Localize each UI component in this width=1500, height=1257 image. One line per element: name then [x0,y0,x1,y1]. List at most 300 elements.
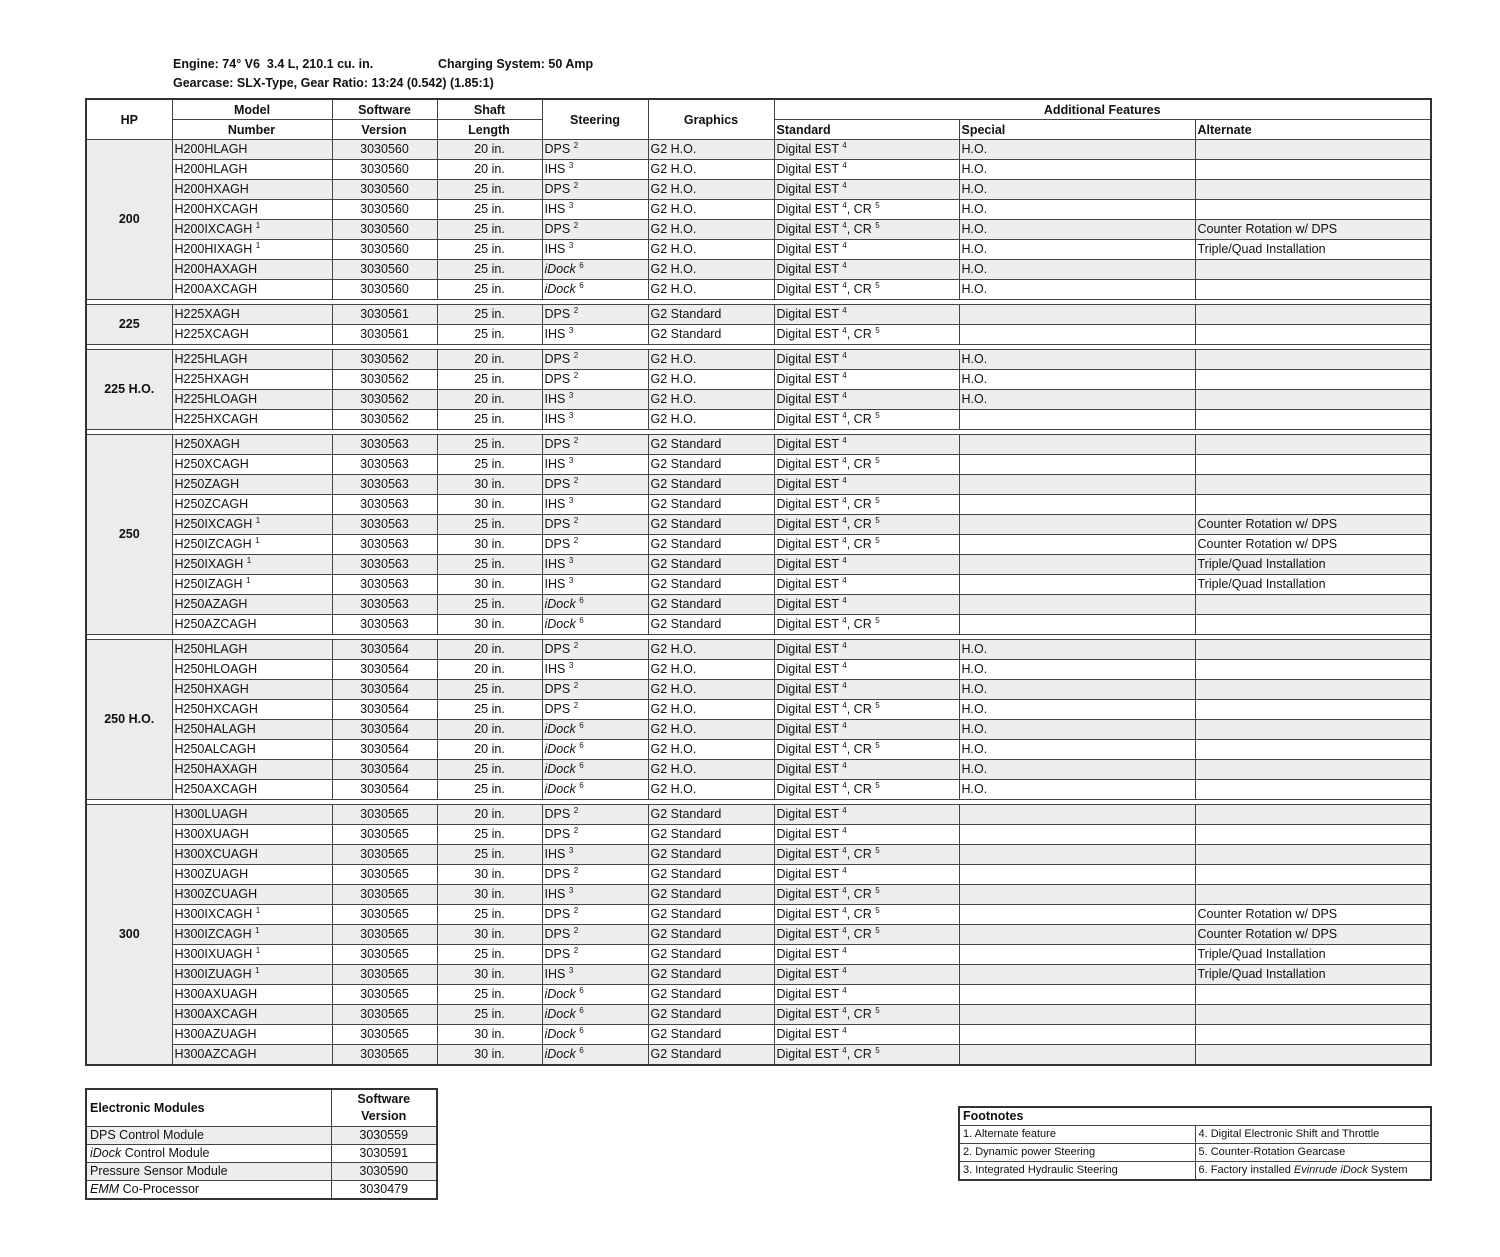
superscript: 2 [573,640,579,650]
table-row [86,260,1431,280]
model-cell [172,1045,332,1066]
software-cell: 3030560 [332,160,437,180]
standard-feature: Digital EST [776,537,839,551]
software-cell: 3030563 [332,615,437,635]
table-row [86,140,1431,160]
standard-feature: Digital EST [776,1047,839,1061]
alternate-cell [1195,680,1431,700]
superscript: 3 [568,200,574,210]
superscript: 5 [875,885,880,895]
superscript: 4 [842,370,847,380]
superscript: 4 [842,515,847,525]
model-cell [172,435,332,455]
counter-rotation-label: , CR [846,702,876,716]
standard-cell [774,140,959,160]
table-row [86,905,1431,925]
model-cell [172,595,332,615]
superscript: 5 [875,325,880,335]
model-number: H300AXCAGH [174,1007,258,1021]
table-row [86,1045,1431,1066]
alternate-cell [1195,845,1431,865]
steering-cell [542,435,648,455]
model-cell [172,780,332,800]
superscript: 6 [579,985,584,995]
software-cell: 3030565 [332,925,437,945]
shaft-cell: 25 in. [437,455,542,475]
graphics-cell: G2 H.O. [648,260,774,280]
superscript: 4 [842,640,847,650]
model-number: H250HXCAGH [174,702,258,716]
steering-cell [542,475,648,495]
superscript: 4 [842,845,847,855]
model-number: H250IZAGH [174,577,243,591]
graphics-cell: G2 H.O. [648,370,774,390]
software-cell: 3030562 [332,390,437,410]
shaft-cell: 20 in. [437,390,542,410]
graphics-cell: G2 H.O. [648,720,774,740]
special-cell: H.O. [959,140,1195,160]
model-number: H250HLAGH [174,642,248,656]
superscript: 2 [573,350,579,360]
standard-feature: Digital EST [776,762,839,776]
software-cell: 3030563 [332,515,437,535]
software-cell: 3030564 [332,780,437,800]
graphics-cell: G2 Standard [648,925,774,945]
shaft-cell: 25 in. [437,985,542,1005]
graphics-cell: G2 H.O. [648,780,774,800]
shaft-cell: 25 in. [437,370,542,390]
standard-cell [774,1005,959,1025]
superscript: 2 [573,140,579,150]
graphics-cell: G2 H.O. [648,180,774,200]
graphics-cell: G2 H.O. [648,640,774,660]
graphics-cell: G2 Standard [648,455,774,475]
superscript: 4 [842,700,847,710]
superscript: 3 [568,575,574,585]
module-row [86,1163,437,1181]
graphics-cell: G2 Standard [648,845,774,865]
steering-cell [542,865,648,885]
footnotes-table [958,1106,1432,1181]
alternate-cell [1195,455,1431,475]
alternate-cell: Counter Rotation w/ DPS [1195,925,1431,945]
table-row [86,595,1431,615]
standard-cell [774,475,959,495]
special-cell: H.O. [959,640,1195,660]
module-name [86,1181,331,1200]
special-cell: H.O. [959,260,1195,280]
steering-type: IHS [544,392,566,406]
software-cell: 3030560 [332,240,437,260]
model-number: H300XUAGH [174,827,249,841]
model-cell [172,885,332,905]
table-row [86,325,1431,345]
shaft-cell: 30 in. [437,885,542,905]
steering-type: iDock [544,762,576,776]
standard-feature: Digital EST [776,782,839,796]
shaft-cell: 30 in. [437,575,542,595]
graphics-cell: G2 H.O. [648,200,774,220]
steering-type: DPS [544,947,571,961]
footnote-row [959,1144,1431,1162]
superscript: 2 [573,180,579,190]
standard-feature: Digital EST [776,597,839,611]
shaft-cell: 25 in. [437,700,542,720]
model-number: H300IXUAGH [174,947,253,961]
col-graphics: Graphics [648,99,774,140]
software-cell: 3030560 [332,180,437,200]
software-cell: 3030563 [332,555,437,575]
alternate-cell [1195,700,1431,720]
standard-feature: Digital EST [776,372,839,386]
alternate-cell [1195,325,1431,345]
steering-cell [542,1005,648,1025]
standard-cell [774,535,959,555]
footnote-row [959,1162,1431,1181]
superscript: 5 [875,700,880,710]
special-cell [959,965,1195,985]
alternate-cell [1195,760,1431,780]
model-cell [172,1025,332,1045]
standard-cell [774,390,959,410]
steering-type: iDock [544,1007,576,1021]
steering-cell [542,350,648,370]
steering-type: iDock [544,262,576,276]
counter-rotation-label: , CR [846,847,876,861]
model-number: H250XAGH [174,437,240,451]
software-cell: 3030564 [332,740,437,760]
superscript: 4 [842,435,847,445]
special-cell [959,595,1195,615]
gearcase-spec: Gearcase: SLX-Type, Gear Ratio: 13:24 (0.542) (1.85:1) [173,76,494,90]
model-number: H300ZUAGH [174,867,249,881]
graphics-cell: G2 Standard [648,475,774,495]
standard-cell [774,260,959,280]
steering-cell [542,140,648,160]
standard-feature: Digital EST [776,517,839,531]
superscript: 4 [842,305,847,315]
alternate-cell [1195,1005,1431,1025]
graphics-cell: G2 H.O. [648,280,774,300]
superscript: 4 [842,720,847,730]
special-cell: H.O. [959,680,1195,700]
steering-type: DPS [544,907,571,921]
model-number: H250ZCAGH [174,497,249,511]
steering-cell [542,575,648,595]
modules-sw-header: Software Version [331,1089,437,1127]
footnote-6-suffix: System [1367,1164,1408,1176]
superscript: 5 [875,200,880,210]
footnote-left: 3. Integrated Hydraulic Steering [959,1162,1195,1181]
special-cell [959,535,1195,555]
counter-rotation-label: , CR [846,1007,876,1021]
alternate-cell [1195,615,1431,635]
table-row [86,455,1431,475]
superscript: 5 [875,455,880,465]
model-cell [172,160,332,180]
superscript: 2 [573,945,579,955]
table-row [86,965,1431,985]
superscript: 5 [875,780,880,790]
standard-cell [774,220,959,240]
standard-cell [774,885,959,905]
alternate-cell: Triple/Quad Installation [1195,240,1431,260]
model-number: H200AXCAGH [174,282,258,296]
footnotes-title: Footnotes [959,1107,1431,1126]
steering-cell [542,925,648,945]
alternate-cell [1195,475,1431,495]
counter-rotation-label: , CR [846,282,876,296]
counter-rotation-label: , CR [846,1047,876,1061]
superscript: 1 [255,965,260,975]
steering-type: DPS [544,807,571,821]
steering-cell [542,555,648,575]
superscript: 2 [573,680,579,690]
standard-cell [774,805,959,825]
alternate-cell [1195,435,1431,455]
superscript: 4 [842,410,847,420]
standard-cell [774,325,959,345]
table-header [86,99,1431,140]
software-cell: 3030560 [332,280,437,300]
shaft-cell: 20 in. [437,160,542,180]
col-software: Software [332,99,437,120]
standard-feature: Digital EST [776,222,839,236]
footnote-6-italic: Evinrude iDock [1293,1164,1368,1176]
superscript: 5 [875,740,880,750]
steering-type: iDock [544,282,576,296]
table-row [86,515,1431,535]
superscript: 6 [579,1025,584,1035]
steering-cell [542,455,648,475]
table-row [86,495,1431,515]
model-number: H300IZCAGH [174,927,252,941]
model-cell [172,475,332,495]
special-cell [959,905,1195,925]
standard-cell [774,370,959,390]
graphics-cell: G2 H.O. [648,740,774,760]
shaft-cell: 20 in. [437,720,542,740]
model-cell [172,535,332,555]
counter-rotation-label: , CR [846,412,876,426]
superscript: 4 [842,825,847,835]
module-name [86,1127,331,1145]
superscript: 2 [573,305,579,315]
model-cell [172,760,332,780]
shaft-cell: 25 in. [437,760,542,780]
col-software-sub: Version [332,120,437,140]
superscript: 4 [842,220,847,230]
alternate-cell [1195,140,1431,160]
graphics-cell: G2 Standard [648,825,774,845]
superscript: 1 [255,220,261,230]
model-number: H250ZAGH [174,477,240,491]
shaft-cell: 25 in. [437,280,542,300]
superscript: 1 [255,515,261,525]
col-standard: Standard [774,120,959,140]
shaft-cell: 25 in. [437,325,542,345]
model-cell [172,140,332,160]
model-cell [172,720,332,740]
special-cell [959,515,1195,535]
counter-rotation-label: , CR [846,782,876,796]
special-cell [959,865,1195,885]
graphics-cell: G2 Standard [648,865,774,885]
standard-cell [774,945,959,965]
standard-cell [774,865,959,885]
special-cell [959,1005,1195,1025]
standard-cell [774,640,959,660]
software-cell: 3030561 [332,305,437,325]
standard-feature: Digital EST [776,162,839,176]
standard-feature: Digital EST [776,457,839,471]
table-row [86,680,1431,700]
alternate-cell [1195,495,1431,515]
standard-cell [774,780,959,800]
shaft-cell: 25 in. [437,200,542,220]
superscript: 3 [568,555,574,565]
module-name-text: DPS Control Module [90,1128,204,1142]
table-row [86,555,1431,575]
steering-cell [542,260,648,280]
superscript: 3 [568,495,574,505]
steering-cell [542,595,648,615]
steering-cell [542,410,648,430]
steering-type: DPS [544,517,571,531]
alternate-cell [1195,260,1431,280]
graphics-cell: G2 Standard [648,1005,774,1025]
special-cell: H.O. [959,240,1195,260]
alternate-cell [1195,825,1431,845]
col-additional: Additional Features [774,99,1431,120]
alternate-cell [1195,985,1431,1005]
superscript: 6 [579,1005,584,1015]
graphics-cell: G2 Standard [648,985,774,1005]
superscript: 4 [842,760,847,770]
software-cell: 3030561 [332,325,437,345]
superscript: 2 [573,475,579,485]
counter-rotation-label: , CR [846,927,876,941]
superscript: 5 [875,280,880,290]
special-cell: H.O. [959,160,1195,180]
model-cell [172,410,332,430]
model-number: H250XCAGH [174,457,249,471]
superscript: 4 [842,200,847,210]
alternate-cell [1195,740,1431,760]
model-number: H250HLOAGH [174,662,258,676]
shaft-cell: 25 in. [437,595,542,615]
alternate-cell [1195,1045,1431,1066]
table-row [86,825,1431,845]
table-row [86,240,1431,260]
steering-type: DPS [544,222,571,236]
superscript: 2 [573,700,579,710]
software-cell: 3030564 [332,660,437,680]
footnote-right [1195,1162,1431,1181]
shaft-cell: 30 in. [437,965,542,985]
table-row [86,885,1431,905]
superscript: 4 [842,865,847,875]
shaft-cell: 25 in. [437,555,542,575]
software-cell: 3030560 [332,220,437,240]
superscript: 5 [875,410,880,420]
standard-cell [774,700,959,720]
superscript: 4 [842,475,847,485]
model-number: H300IXCAGH [174,907,253,921]
module-name-italic: EMM [90,1182,120,1196]
special-cell [959,475,1195,495]
model-cell [172,925,332,945]
standard-feature: Digital EST [776,577,839,591]
standard-cell [774,825,959,845]
standard-feature: Digital EST [776,617,839,631]
superscript: 4 [842,280,847,290]
standard-feature: Digital EST [776,242,839,256]
software-cell: 3030565 [332,965,437,985]
steering-cell [542,1045,648,1066]
special-cell: H.O. [959,370,1195,390]
standard-feature: Digital EST [776,927,839,941]
model-number: H200HXCAGH [174,202,258,216]
software-cell: 3030562 [332,410,437,430]
standard-feature: Digital EST [776,557,839,571]
superscript: 4 [842,240,847,250]
superscript: 1 [255,905,261,915]
model-number: H200HIXAGH [174,242,253,256]
model-number: H300XCUAGH [174,847,258,861]
table-row [86,780,1431,800]
table-row [86,925,1431,945]
standard-feature: Digital EST [776,1007,839,1021]
shaft-cell: 20 in. [437,350,542,370]
software-cell: 3030565 [332,805,437,825]
steering-type: IHS [544,967,566,981]
standard-cell [774,200,959,220]
standard-feature: Digital EST [776,947,839,961]
software-cell: 3030565 [332,865,437,885]
model-cell [172,325,332,345]
alternate-cell: Counter Rotation w/ DPS [1195,535,1431,555]
software-cell: 3030565 [332,1045,437,1066]
superscript: 4 [842,780,847,790]
software-cell: 3030563 [332,495,437,515]
superscript: 6 [579,260,584,270]
steering-type: iDock [544,617,576,631]
standard-cell [774,720,959,740]
footnote-left: 2. Dynamic power Steering [959,1144,1195,1162]
graphics-cell: G2 H.O. [648,660,774,680]
col-steering: Steering [542,99,648,140]
steering-type: DPS [544,682,571,696]
superscript: 1 [255,925,260,935]
superscript: 5 [875,220,880,230]
steering-type: DPS [544,477,571,491]
special-cell: H.O. [959,220,1195,240]
table-row [86,700,1431,720]
model-number: H225HLAGH [174,352,248,366]
counter-rotation-label: , CR [846,497,876,511]
superscript: 4 [842,350,847,360]
table-row [86,575,1431,595]
steering-type: DPS [544,537,571,551]
model-number: H250HXAGH [174,682,249,696]
alternate-cell [1195,390,1431,410]
standard-feature: Digital EST [776,807,839,821]
standard-feature: Digital EST [776,907,839,921]
superscript: 3 [568,660,574,670]
software-cell: 3030564 [332,700,437,720]
superscript: 5 [875,535,880,545]
